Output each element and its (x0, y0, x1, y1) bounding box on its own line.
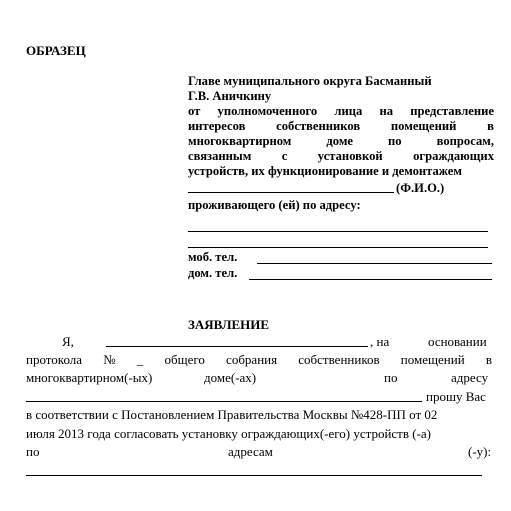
home-phone-blank (249, 279, 492, 280)
word: № (103, 352, 116, 367)
word: с (281, 149, 288, 163)
addresses-blank (26, 475, 482, 476)
row6-text: июля 2013 года согласовать установку ограждающих(-его) устройств (-а) (26, 426, 431, 441)
row3-word-3: по (384, 370, 398, 385)
mobile-phone-blank (257, 263, 492, 264)
addressee-line-2: Г.В. Аничкину (188, 89, 272, 103)
word: установкой (317, 149, 383, 163)
row4-end: прошу Вас (426, 389, 486, 404)
fio-label: (Ф.И.О.) (396, 181, 445, 195)
from-line-3 (188, 134, 494, 149)
row1-pronoun: Я, (62, 334, 74, 349)
sample-label: ОБРАЗЕЦ (26, 43, 86, 58)
word: уполномоченного (217, 104, 318, 118)
address-blank-2 (188, 247, 488, 248)
word: многоквартирном (188, 134, 292, 148)
address-blank-1 (188, 231, 488, 232)
word: интересов (188, 119, 246, 133)
from-line-4 (188, 149, 494, 164)
statement-title: ЗАЯВЛЕНИЕ (188, 317, 270, 332)
word: в (485, 352, 492, 367)
word: от (188, 104, 201, 118)
word: доме (326, 134, 354, 148)
word: собственников (298, 352, 380, 367)
row7-word-2: адресам (228, 444, 273, 459)
word: представление (410, 104, 494, 118)
word: _ (136, 352, 144, 367)
row3-word-1: многоквартирном(-ых) (26, 370, 153, 385)
from-line-2 (188, 119, 494, 134)
row1-mid: , на (370, 334, 390, 349)
word: на (379, 104, 394, 118)
word: вопросам, (436, 134, 494, 148)
word: помещений (390, 119, 457, 133)
mobile-phone-label: моб. тел. (188, 250, 238, 264)
row3-word-2: доме(-ах) (204, 370, 257, 385)
row5-text: в соответствии с Постановлением Правительства Москвы №428-ПП от 02 (26, 407, 438, 422)
word: собрания (226, 352, 278, 367)
row7-word-1: по (26, 444, 40, 459)
fio-blank (188, 192, 394, 193)
row7-word-3: (-у): (468, 444, 492, 459)
word: общего (164, 352, 205, 367)
from-line-5: устройств, их функционирование и демонтажем (188, 164, 462, 178)
word: собственников (276, 119, 361, 133)
address-blank-3 (26, 401, 422, 402)
from-line-1 (188, 104, 494, 119)
word: по (388, 134, 402, 148)
word: связанным (188, 149, 252, 163)
word: протокола (26, 352, 83, 367)
word: ограждающих (413, 149, 494, 163)
row3-word-4: адресу (451, 370, 489, 385)
residence-label: проживающего (ей) по адресу: (188, 198, 361, 212)
row2-text (26, 352, 492, 367)
word: помещений (400, 352, 465, 367)
home-phone-label: дом. тел. (188, 266, 238, 280)
word: в (487, 119, 494, 133)
applicant-name-blank (106, 346, 368, 347)
row1-end: основании (428, 334, 487, 349)
addressee-line-1: Главе муниципального округа Басманный (188, 74, 432, 88)
word: лица (334, 104, 363, 118)
